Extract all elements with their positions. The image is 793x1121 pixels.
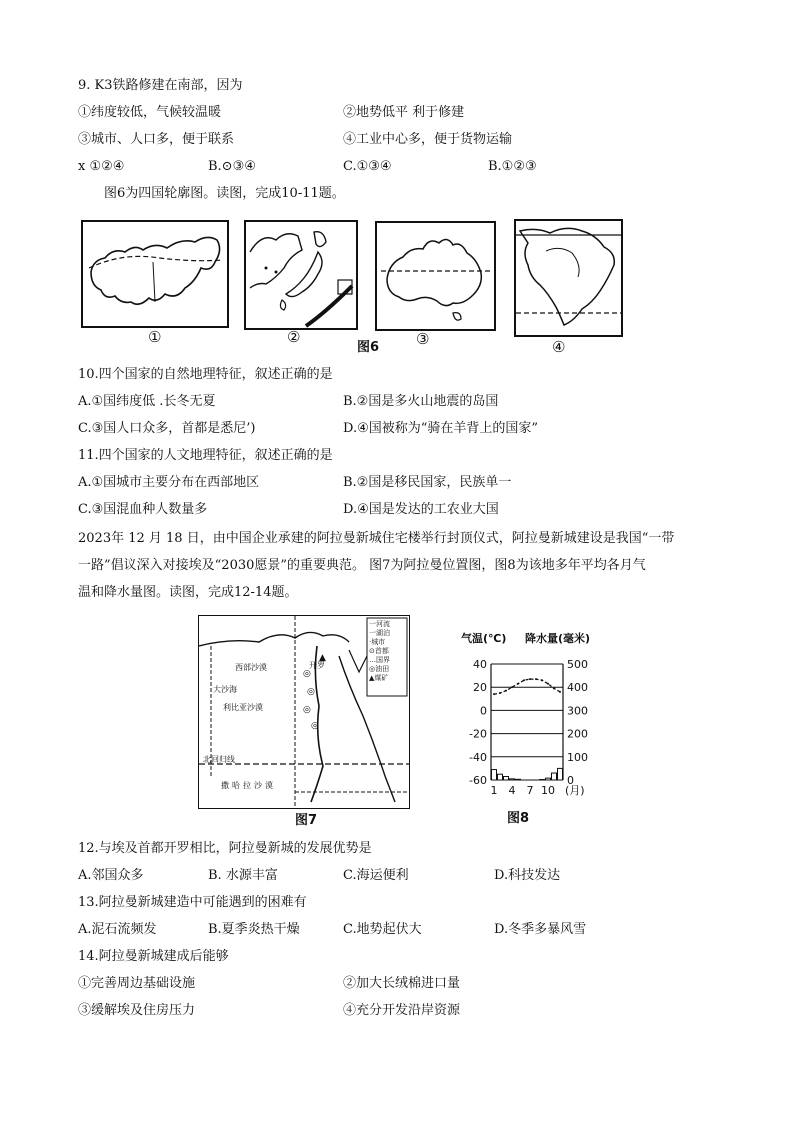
q14-option-3: ③缓解埃及住房压力 — [78, 1003, 196, 1018]
svg-text:◎: ◎ — [303, 705, 311, 715]
temperature-point — [517, 683, 519, 685]
fig7-legend — [369, 620, 390, 683]
q9-stem: 9. K3铁路修建在南部，因为 — [78, 78, 243, 93]
fig7-legend-item: ▲煤矿 — [369, 674, 389, 682]
q9-option-3: ③城市、人口多，便于联系 — [78, 132, 235, 147]
intro12-line3: 温和降水量图。读图，完成12-14题。 — [78, 585, 298, 600]
precip-bar — [558, 768, 563, 780]
fig7-legend-item: 一河流 — [369, 620, 390, 628]
q11-choice-d: D.④国是发达的工农业大国 — [343, 502, 499, 517]
q9-choice-a: x ①②④ — [78, 159, 125, 174]
fig8-chart-svg — [455, 628, 605, 808]
fig7-legend-item: 一湖泊 — [369, 629, 390, 637]
q9-choice-b: B.⊙③④ — [208, 159, 256, 174]
q11-choice-c: C.③国混血种人数量多 — [78, 502, 208, 517]
fig6-caption: 图6 — [357, 340, 380, 355]
intro12-line2: 一路”倡议深入对接埃及“2030愿景”的重要典范。 图7为阿拉曼位置图，图8为该地多年平均各月气 — [78, 558, 646, 573]
q11-choice-a: A.①国城市主要分布在西部地区 — [78, 475, 260, 490]
temperature-point — [541, 679, 543, 681]
q14-stem: 14.阿拉曼新城建成后能够 — [78, 949, 229, 964]
right-tick-label: 400 — [567, 681, 588, 695]
fig7-label-sahara: 撒哈拉沙漠 — [221, 781, 276, 790]
svg-text:◎: ◎ — [303, 669, 311, 679]
q10-choice-c: C.③国人口众多，首都是悉尼’) — [78, 421, 256, 436]
fig7-map-egypt — [198, 615, 410, 809]
fig6-label-4: ④ — [552, 338, 566, 356]
q9-option-4: ④工业中心多，便于货物运输 — [343, 132, 513, 147]
precip-bar — [492, 770, 497, 780]
q13-choice-d: D.冬季多暴风雪 — [494, 922, 587, 937]
q12-choice-d: D.科技发达 — [494, 868, 561, 883]
fig7-label-great-sand-sea: 大沙海 — [213, 685, 237, 694]
right-tick-label: 500 — [567, 658, 588, 671]
temperature-point — [535, 678, 537, 680]
temperature-point — [511, 686, 513, 688]
svg-text:◎: ◎ — [311, 721, 319, 731]
q11-choice-b: B.②国是移民国家，民族单一 — [343, 475, 512, 490]
fig6-label-1: ① — [148, 328, 162, 346]
q12-stem: 12.与埃及首都开罗相比，阿拉曼新城的发展优势是 — [78, 841, 372, 856]
q10-choice-a: A.①国纬度低 .长冬无夏 — [78, 394, 216, 409]
q10-choice-b: B.②国是多火山地震的岛国 — [343, 394, 499, 409]
left-tick-label: 20 — [473, 681, 487, 695]
q12-choice-a: A.邻国众多 — [78, 868, 144, 883]
left-tick-label: 40 — [473, 658, 487, 671]
x-tick-label: 4 — [508, 784, 516, 797]
left-tick-label: -40 — [469, 750, 487, 764]
q10-choice-d: D.④国被称为“骑在羊背上的国家” — [343, 421, 539, 436]
fig7-legend-item: ·城市 — [369, 638, 386, 646]
q13-choice-a: A.泥石流频发 — [78, 922, 157, 937]
temperature-line — [494, 679, 560, 694]
svg-text:◎: ◎ — [307, 687, 315, 697]
precip-bar — [516, 779, 521, 780]
precip-bar — [510, 779, 515, 780]
q12-choice-b: B. 水源丰富 — [208, 868, 278, 883]
fig8-caption: 图8 — [507, 811, 530, 826]
temperature-point — [559, 691, 561, 693]
svg-text:▲: ▲ — [319, 653, 326, 663]
fig7-legend-item: …国界 — [369, 656, 390, 664]
q14-option-1: ①完善周边基础设施 — [78, 976, 196, 991]
fig6-map-4-brazil — [514, 219, 623, 337]
left-tick-label: 0 — [480, 704, 487, 718]
q13-choice-c: C.地势起伏大 — [343, 922, 422, 937]
q14-option-2: ②加大长绒棉进口量 — [343, 976, 461, 991]
right-tick-label: 100 — [567, 750, 588, 764]
x-tick-label: 1 — [490, 784, 498, 797]
fig6-map-1-russia — [81, 220, 229, 328]
fig8-right-title: 降水量(毫米) — [525, 632, 591, 645]
fig6-label-3: ③ — [416, 330, 430, 348]
temperature-point — [493, 693, 495, 695]
x-tick-label: 10 — [541, 784, 555, 797]
fig7-label-tropic: 北回归线 — [203, 755, 235, 764]
figure6-intro: 图6为四国轮廓图。读图，完成10-11题。 — [104, 186, 345, 201]
temperature-point — [523, 679, 525, 681]
right-tick-label: 200 — [567, 727, 588, 741]
q9-option-2: ②地势低平 利于修建 — [343, 105, 465, 120]
precip-bar — [504, 777, 509, 780]
temperature-point — [547, 683, 549, 685]
precip-bar — [546, 778, 551, 780]
fig6-label-2: ② — [287, 328, 301, 346]
fig7-legend-item: ⊙首都 — [369, 647, 389, 655]
fig7-legend-item: ◎油田 — [369, 665, 390, 673]
right-tick-label: 300 — [567, 704, 588, 718]
x-tick-label: 7 — [526, 784, 534, 797]
fig7-label-libyan-desert: 利比亚沙漠 — [223, 703, 263, 712]
precip-bar — [552, 773, 557, 780]
temperature-point — [553, 687, 555, 689]
fig7-caption: 图7 — [295, 813, 318, 828]
q14-option-4: ④充分开发沿岸资源 — [343, 1003, 461, 1018]
fig8-climate-chart — [455, 628, 605, 808]
temperature-point — [499, 692, 501, 694]
fig7-label-cairo: 开罗 — [309, 661, 325, 670]
precip-bar — [498, 774, 503, 780]
q13-stem: 13.阿拉曼新城建造中可能遇到的困难有 — [78, 895, 307, 910]
left-tick-label: -20 — [469, 727, 487, 741]
temperature-point — [529, 678, 531, 680]
q12-choice-c: C.海运便利 — [343, 868, 409, 883]
fig6-map-2-japan — [244, 220, 358, 330]
right-tick-label: 0 — [567, 774, 574, 787]
fig7-label-western-desert: 西部沙漠 — [235, 663, 267, 672]
q9-choice-d: B.①②③ — [488, 159, 537, 174]
q11-stem: 11.四个国家的人文地理特征，叙述正确的是 — [78, 448, 333, 463]
temperature-point — [505, 690, 507, 692]
q9-option-1: ①纬度较低，气候较温暖 — [78, 105, 222, 120]
q10-stem: 10.四个国家的自然地理特征，叙述正确的是 — [78, 367, 333, 382]
fig8-left-title: 气温(℃) — [461, 632, 507, 645]
q9-choice-c: C.①③④ — [343, 159, 392, 174]
intro12-line1: 2023年 12 月 18 日，由中国企业承建的阿拉曼新城住宅楼举行封顶仪式，阿拉曼新城建设是我国“一带 — [78, 531, 675, 546]
x-unit-label: (月) — [565, 784, 585, 797]
fig6-map-3-australia — [375, 221, 496, 331]
left-tick-label: -60 — [469, 774, 487, 787]
q13-choice-b: B.夏季炎热干燥 — [208, 922, 300, 937]
